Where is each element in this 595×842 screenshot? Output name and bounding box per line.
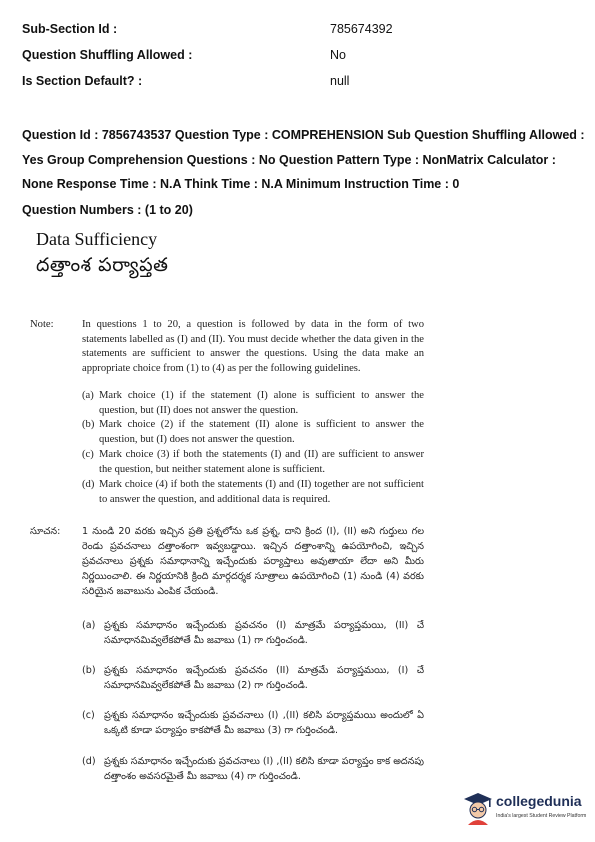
- option-text: Mark choice (4) if both the statements (I) and (II) together are not sufficient to answer the question, and additional data is required.: [99, 479, 424, 505]
- note-option-a: [82, 389, 424, 418]
- logo-tagline: India's largest Student Review Platform: [496, 813, 587, 819]
- option-text: Mark choice (3) if both the statements (I) and (II) are sufficient to answer the question, but neither statement alone is sufficient.: [99, 449, 424, 475]
- option-marker: (a): [82, 390, 94, 401]
- option-marker: (b): [82, 665, 96, 676]
- sub-section-id-value: 785674392: [330, 22, 393, 36]
- option-text: ప్రశ్నకు సమాధానం ఇచ్చేందుకు ప్రవచనాలు (I) ,(II) కలిసి పర్యాప్తమయి అందులో ఏ ఒక్కటి కూడా పర్యాప్తం కాకపోతే మీ జవాబు (3) గా గుర్తించండి.: [104, 710, 424, 736]
- telugu-note-text: 1 నుండి 20 వరకు ఇచ్చిన ప్రతి ప్రశ్నలోను ఒక ప్రశ్న, దాని క్రింద (I), (II) అని గుర్తులు గల రెండు ప్రవచనాలు దత్తాంశంగా ఇవ్వబడ్డాయి. ఇచ్చిన దత్తాంశాన్ని ఉపయోగించి, ఇచ్చిన ప్రవచనాలు ప్రశ్నకు సమాధానాన్ని ఇచ్చేందుకు పర్యాప్తాలు అవుతాయా లేదా అని మీరు నిర్ణయించాలి. ఈ నిర్ణయానికి క్రింది మార్గదర్శక సూత్రాలు ఉపయోగించి (1) నుండి (4) వరకు సరియైన జవాబును ఎంపిక చేయండి.: [82, 526, 424, 597]
- question-info-line-3: None Response Time : N.A Think Time : N.A Minimum Instruction Time : 0: [22, 177, 460, 191]
- option-marker: (c): [82, 710, 95, 721]
- question-numbers: Question Numbers : (1 to 20): [22, 203, 193, 217]
- heading-english: Data Sufficiency: [36, 229, 158, 249]
- student-avatar-icon: [462, 791, 494, 825]
- option-text: ప్రశ్నకు సమాధానం ఇచ్చేందుకు ప్రవచనం (I) మాత్రమే పర్యాప్తమయి, (II) చే సమాధానమివ్వలేకపోతే మీ జవాబు (1) గా గుర్తించండి.: [104, 620, 424, 646]
- question-info-line-2: Yes Group Comprehension Questions : No Question Pattern Type : NonMatrix Calculator :: [22, 153, 556, 167]
- option-marker: (c): [82, 449, 94, 460]
- shuffling-allowed-label: Question Shuffling Allowed :: [22, 48, 193, 62]
- note-option-c: [82, 448, 424, 477]
- collegedunia-logo: [462, 791, 588, 827]
- section-default-label: Is Section Default? :: [22, 74, 143, 88]
- note-text: In questions 1 to 20, a question is followed by data in the form of two statements labelled as (I) and (II). You must decide whether the data given in the statements are sufficient to answer the questions. Using the data make an appropriate choice from (1) to (4) as per the following guidelines.: [82, 319, 424, 374]
- option-text: ప్రశ్నకు సమాధానం ఇచ్చేందుకు ప్రవచనాలు (I) ,(II) కలిసి కూడా పర్యాప్తం కాక అదనపు దత్తాంశం అవసరమైతే మీ జవాబు (4) గా గుర్తించండి.: [104, 756, 424, 782]
- option-text: Mark choice (1) if the statement (I) alone is sufficient to answer the question, but (II) does not answer the question.: [99, 390, 424, 416]
- telugu-option-d: [82, 754, 424, 784]
- telugu-note-label: సూచన:: [30, 526, 61, 537]
- telugu-option-c: [82, 708, 424, 738]
- option-marker: (d): [82, 479, 95, 490]
- option-text: ప్రశ్నకు సమాధానం ఇచ్చేందుకు ప్రవచనం (II) మాత్రమే పర్యాప్తమయి, (I) చే సమాధానమివ్వలేకపోతే మీ జవాబు (2) గా గుర్తించండి.: [104, 665, 424, 691]
- question-info-line-1: Question Id : 7856743537 Question Type : COMPREHENSION Sub Question Shuffling Allowed :: [22, 128, 585, 142]
- section-default-value: null: [330, 74, 350, 88]
- logo-wordmark: collegedunia: [496, 793, 582, 809]
- option-marker: (a): [82, 620, 96, 631]
- option-marker: (b): [82, 419, 95, 430]
- heading-telugu: దత్తాంశ పర్యాప్తత: [36, 254, 169, 276]
- shuffling-allowed-value: No: [330, 48, 346, 62]
- option-marker: (d): [82, 756, 96, 767]
- note-label: Note:: [30, 319, 54, 330]
- note-option-d: [82, 478, 424, 507]
- option-text: Mark choice (2) if the statement (II) alone is sufficient to answer the question, but (I) does not answer the question.: [99, 419, 424, 445]
- telugu-option-b: [82, 663, 424, 693]
- telugu-option-a: [82, 618, 424, 648]
- sub-section-id-label: Sub-Section Id :: [22, 22, 118, 36]
- note-option-b: [82, 418, 424, 447]
